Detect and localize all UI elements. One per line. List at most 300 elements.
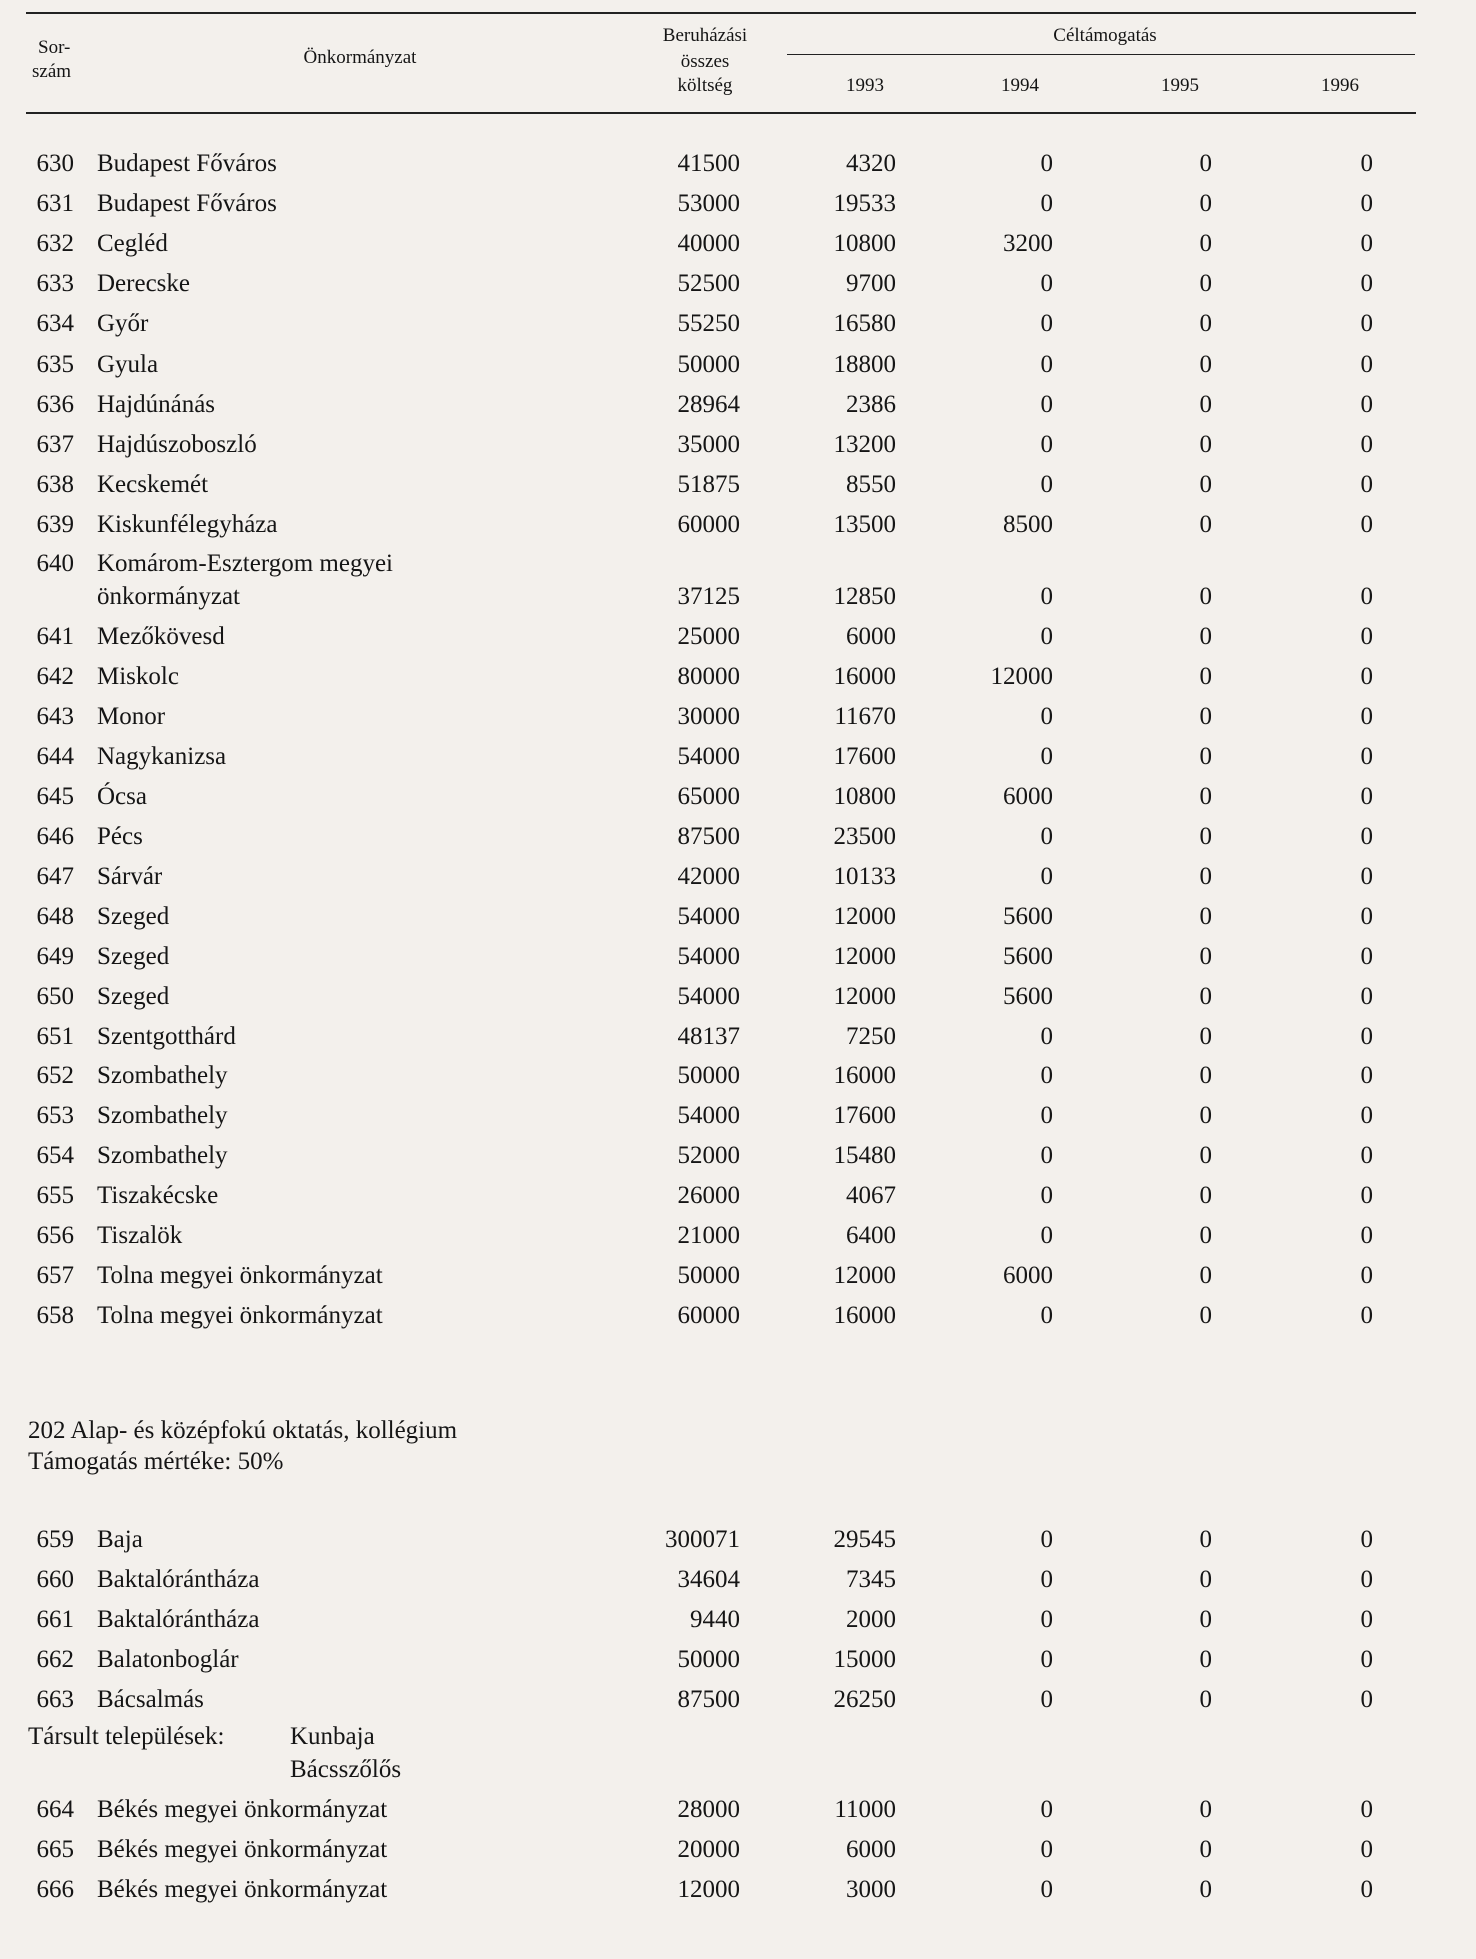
header-sorszam-line2: szám [32, 61, 72, 82]
row-1994: 12000 [990, 662, 1053, 690]
row-1993: 15480 [833, 1142, 896, 1170]
row-cost: 80000 [677, 662, 740, 690]
row-1996: 0 [1360, 942, 1373, 970]
row-name: Békés megyei önkormányzat [97, 1796, 388, 1823]
row-1996: 0 [1360, 510, 1373, 538]
row-1996: 0 [1360, 1686, 1373, 1713]
row-1993: 6000 [846, 623, 896, 650]
row-cost: 50000 [677, 350, 740, 378]
row-cost: 54000 [677, 942, 740, 970]
table-row [0, 1056, 1476, 1096]
row-1993: 12000 [833, 982, 896, 1010]
row-1996: 0 [1360, 1876, 1373, 1903]
row-cost: 55250 [677, 310, 740, 338]
row-1993: 12850 [833, 583, 896, 610]
row-name: Szeged [97, 942, 170, 970]
table-row [0, 345, 1476, 385]
row-name: Ócsa [97, 782, 147, 810]
row-1996: 0 [1360, 822, 1373, 850]
row-1996: 0 [1360, 1566, 1373, 1593]
row-number: 663 [36, 1686, 74, 1713]
row-cost: 50000 [677, 1262, 740, 1290]
header-year-1994: 1994 [1001, 75, 1039, 96]
table-row [0, 1640, 1476, 1680]
row-1995: 0 [1199, 862, 1212, 890]
row-1994: 0 [1040, 862, 1053, 890]
row-1994: 0 [1040, 1526, 1053, 1553]
row-1996: 0 [1360, 190, 1373, 218]
row-name: Gyula [97, 350, 159, 378]
row-1995: 0 [1199, 1566, 1212, 1593]
table-row [0, 977, 1476, 1017]
table-row [0, 1216, 1476, 1256]
row-1993: 18800 [833, 350, 896, 378]
table-row [0, 1520, 1476, 1560]
row-1994: 0 [1040, 1102, 1053, 1130]
row-cost: 51875 [677, 470, 740, 498]
row-1996: 0 [1360, 1142, 1373, 1170]
row-1995: 0 [1199, 310, 1212, 338]
row-number: 635 [36, 350, 74, 378]
row-name: Szombathely [97, 1062, 228, 1090]
row-cost: 54000 [677, 982, 740, 1010]
row-1994: 0 [1040, 1646, 1053, 1673]
table-row [0, 144, 1476, 184]
row-name: Békés megyei önkormányzat [97, 1876, 388, 1903]
row-cost: 87500 [677, 822, 740, 850]
table-row [0, 617, 1476, 657]
row-1995: 0 [1199, 662, 1212, 690]
row-1993: 15000 [833, 1646, 896, 1673]
row-number: 648 [36, 902, 74, 930]
table-row [0, 465, 1476, 505]
row-name: Hajdúnánás [97, 390, 216, 418]
row-1994: 0 [1040, 1062, 1053, 1090]
row-number: 666 [36, 1876, 74, 1903]
table-row [0, 264, 1476, 304]
header-onkormanyzat: Önkormányzat [303, 47, 417, 68]
row-1993: 16000 [833, 662, 896, 690]
row-1995: 0 [1199, 1526, 1212, 1553]
row-1993: 29545 [833, 1526, 896, 1553]
table-row [0, 304, 1476, 344]
row-name: Baktalórántháza [97, 1606, 260, 1633]
header-sorszam-line1: Sor- [38, 37, 71, 58]
table-row [0, 1017, 1476, 1057]
row-1996: 0 [1360, 1606, 1373, 1633]
row-number: 660 [36, 1566, 74, 1593]
row-1993: 19533 [833, 190, 896, 218]
row-name: Budapest Főváros [97, 150, 277, 177]
row-1995: 0 [1199, 1062, 1212, 1090]
table-row [0, 1176, 1476, 1216]
row-1993: 8550 [846, 470, 896, 498]
table-row [0, 657, 1476, 697]
row-1993: 9700 [846, 270, 896, 298]
row-1994: 0 [1040, 1222, 1053, 1250]
row-1996: 0 [1360, 1796, 1373, 1823]
row-1995: 0 [1199, 150, 1212, 177]
row-name: Sárvár [97, 862, 163, 890]
row-name-continued: önkormányzat [97, 583, 241, 610]
table-row [0, 897, 1476, 937]
row-1993: 6000 [846, 1836, 896, 1863]
row-1996: 0 [1360, 1526, 1373, 1553]
row-number: 641 [36, 623, 74, 650]
row-cost: 54000 [677, 902, 740, 930]
row-cost: 40000 [677, 230, 740, 258]
row-name: Budapest Főváros [97, 190, 277, 218]
row-1996: 0 [1360, 350, 1373, 378]
row-1993: 16000 [833, 1062, 896, 1090]
row-cost: 54000 [677, 1102, 740, 1130]
table-row [0, 937, 1476, 977]
row-number: 658 [36, 1302, 74, 1330]
row-1996: 0 [1360, 662, 1373, 690]
table-row [0, 1096, 1476, 1136]
row-1993: 2000 [846, 1606, 896, 1633]
table-row [0, 1560, 1476, 1600]
row-name: Szeged [97, 902, 170, 930]
row-1993: 10800 [833, 230, 896, 258]
row-1996: 0 [1360, 310, 1373, 338]
row-1995: 0 [1199, 1102, 1212, 1130]
row-1994: 0 [1040, 1796, 1053, 1823]
row-1996: 0 [1360, 270, 1373, 298]
row-1993: 13200 [833, 430, 896, 458]
row-1994: 6000 [1003, 1262, 1053, 1290]
row-number: 649 [36, 942, 74, 970]
row-1994: 0 [1040, 1302, 1053, 1330]
row-name: Tiszakécske [97, 1182, 219, 1210]
row-name: Monor [97, 702, 166, 730]
row-cost: 52000 [677, 1142, 740, 1170]
row-name: Győr [97, 310, 149, 338]
row-cost: 300071 [665, 1526, 740, 1553]
row-1995: 0 [1199, 782, 1212, 810]
row-1994: 0 [1040, 150, 1053, 177]
top-rule [26, 12, 1416, 14]
row-1993: 12000 [833, 902, 896, 930]
row-number: 636 [36, 390, 74, 418]
row-1994: 8500 [1003, 510, 1053, 538]
row-1996: 0 [1360, 390, 1373, 418]
row-cost: 50000 [677, 1062, 740, 1090]
row-1996: 0 [1360, 623, 1373, 650]
table-row [0, 1600, 1476, 1640]
row-cost: 60000 [677, 1302, 740, 1330]
header-bottom-rule [26, 112, 1416, 114]
row-1994: 0 [1040, 822, 1053, 850]
row-cost: 9440 [690, 1606, 740, 1633]
row-1994: 0 [1040, 702, 1053, 730]
table-row [0, 505, 1476, 545]
table-row [0, 1790, 1476, 1830]
table-row [0, 1680, 1476, 1720]
row-1993: 3000 [846, 1876, 896, 1903]
row-name: Tiszalök [97, 1222, 183, 1250]
row-1994: 3200 [1003, 230, 1053, 258]
row-name: Baktalórántháza [97, 1566, 260, 1593]
row-1993: 12000 [833, 1262, 896, 1290]
row-1994: 0 [1040, 1876, 1053, 1903]
row-1995: 0 [1199, 430, 1212, 458]
row-name: Baja [97, 1526, 143, 1553]
row-number: 664 [36, 1796, 74, 1823]
row-number: 642 [36, 662, 74, 690]
row-number: 645 [36, 782, 74, 810]
row-name: Derecske [97, 270, 190, 298]
row-1996: 0 [1360, 1102, 1373, 1130]
table-row [0, 777, 1476, 817]
table-row [0, 385, 1476, 425]
row-1996: 0 [1360, 470, 1373, 498]
row-cost: 20000 [677, 1836, 740, 1863]
row-name: Szeged [97, 982, 170, 1010]
row-1996: 0 [1360, 902, 1373, 930]
row-name: Tolna megyei önkormányzat [97, 1262, 383, 1290]
header-celtamogatas: Céltámogatás [1053, 25, 1157, 46]
row-number: 631 [36, 190, 74, 218]
row-number: 646 [36, 822, 74, 850]
row-name: Kiskunfélegyháza [97, 510, 278, 538]
header-beruhazasi-line2: összes [680, 51, 730, 72]
row-number: 630 [36, 150, 74, 177]
row-1994: 0 [1040, 390, 1053, 418]
row-1995: 0 [1199, 1222, 1212, 1250]
row-1995: 0 [1199, 1686, 1212, 1713]
row-number: 634 [36, 310, 74, 338]
row-number: 665 [36, 1836, 74, 1863]
row-1994: 5600 [1003, 982, 1053, 1010]
row-1996: 0 [1360, 1836, 1373, 1863]
row-1995: 0 [1199, 1646, 1212, 1673]
row-name: Mezőkövesd [97, 623, 225, 650]
row-1996: 0 [1360, 583, 1373, 610]
table-row [0, 697, 1476, 737]
row-1993: 26250 [833, 1686, 896, 1713]
table-row [0, 817, 1476, 857]
row-1993: 4067 [846, 1182, 896, 1210]
row-1996: 0 [1360, 1182, 1373, 1210]
row-1994: 0 [1040, 742, 1053, 770]
header-year-1996: 1996 [1321, 75, 1359, 96]
row-name: Nagykanizsa [97, 742, 227, 770]
row-number: 656 [36, 1222, 74, 1250]
row-number: 651 [36, 1022, 74, 1050]
associated-place: Kunbaja [290, 1723, 375, 1750]
section-support-rate: Támogatás mértéke: 50% [28, 1448, 284, 1475]
row-name: Szentgotthárd [97, 1022, 236, 1050]
row-1993: 2386 [846, 390, 896, 418]
table-row [0, 1870, 1476, 1910]
row-1995: 0 [1199, 623, 1212, 650]
row-number: 637 [36, 430, 74, 458]
row-cost: 25000 [677, 623, 740, 650]
row-1994: 0 [1040, 350, 1053, 378]
row-name: Cegléd [97, 230, 168, 258]
row-1994: 6000 [1003, 782, 1053, 810]
table-row [0, 224, 1476, 264]
row-1995: 0 [1199, 1606, 1212, 1633]
row-1994: 0 [1040, 470, 1053, 498]
section-title: 202 Alap- és középfokú oktatás, kollégium [28, 1417, 458, 1444]
table-row [0, 1256, 1476, 1296]
row-number: 655 [36, 1182, 74, 1210]
row-name: Kecskemét [97, 470, 209, 498]
row-1994: 0 [1040, 1836, 1053, 1863]
row-1993: 11670 [834, 702, 896, 730]
row-name: Szombathely [97, 1142, 228, 1170]
table-row-continuation [0, 577, 1476, 617]
row-1996: 0 [1360, 1022, 1373, 1050]
row-cost: 35000 [677, 430, 740, 458]
row-number: 659 [36, 1526, 74, 1553]
row-1995: 0 [1199, 1876, 1212, 1903]
row-1994: 0 [1040, 623, 1053, 650]
row-cost: 54000 [677, 742, 740, 770]
row-cost: 37125 [677, 583, 740, 610]
row-1993: 16000 [833, 1302, 896, 1330]
header-year-1993: 1993 [846, 75, 884, 96]
table-row [0, 857, 1476, 897]
row-1995: 0 [1199, 1022, 1212, 1050]
row-number: 650 [36, 982, 74, 1010]
row-cost: 34604 [677, 1566, 740, 1593]
row-number: 654 [36, 1142, 74, 1170]
row-1993: 7250 [846, 1022, 896, 1050]
row-number: 661 [36, 1606, 74, 1633]
row-cost: 65000 [677, 782, 740, 810]
row-name: Miskolc [97, 662, 179, 690]
celtamogatas-rule [787, 54, 1415, 55]
row-cost: 48137 [677, 1022, 740, 1050]
row-number: 662 [36, 1646, 74, 1673]
row-number: 633 [36, 270, 74, 298]
row-cost: 21000 [677, 1222, 740, 1250]
row-1993: 7345 [846, 1566, 896, 1593]
row-1995: 0 [1199, 1142, 1212, 1170]
row-cost: 26000 [677, 1182, 740, 1210]
row-1996: 0 [1360, 1646, 1373, 1673]
row-cost: 30000 [677, 702, 740, 730]
row-1994: 0 [1040, 583, 1053, 610]
row-name: Bácsalmás [97, 1686, 204, 1713]
header-year-1995: 1995 [1161, 75, 1199, 96]
row-1994: 0 [1040, 430, 1053, 458]
row-1995: 0 [1199, 942, 1212, 970]
row-1996: 0 [1360, 230, 1373, 258]
row-cost: 28964 [677, 390, 740, 418]
row-1993: 12000 [833, 942, 896, 970]
row-1995: 0 [1199, 822, 1212, 850]
table-row [0, 1830, 1476, 1870]
row-1995: 0 [1199, 982, 1212, 1010]
row-name: Pécs [97, 822, 143, 850]
row-1994: 0 [1040, 1022, 1053, 1050]
row-1994: 5600 [1003, 902, 1053, 930]
associated-place: Bácsszőlős [290, 1756, 402, 1783]
row-1993: 23500 [833, 822, 896, 850]
row-1993: 17600 [833, 1102, 896, 1130]
row-1996: 0 [1360, 742, 1373, 770]
row-1993: 4320 [846, 150, 896, 177]
row-1996: 0 [1360, 1062, 1373, 1090]
table-row [0, 425, 1476, 465]
row-number: 639 [36, 510, 74, 538]
row-1993: 13500 [833, 510, 896, 538]
row-1995: 0 [1199, 470, 1212, 498]
row-1994: 0 [1040, 1142, 1053, 1170]
row-number: 644 [36, 742, 74, 770]
table-row [0, 737, 1476, 777]
row-cost: 28000 [677, 1796, 740, 1823]
row-1995: 0 [1199, 1796, 1212, 1823]
row-number: 640 [36, 550, 74, 577]
row-1993: 10133 [833, 862, 896, 890]
row-1994: 0 [1040, 1606, 1053, 1633]
row-number: 653 [36, 1102, 74, 1130]
row-1994: 0 [1040, 310, 1053, 338]
row-1996: 0 [1360, 1262, 1373, 1290]
row-cost: 87500 [677, 1686, 740, 1713]
row-1996: 0 [1360, 150, 1373, 177]
row-cost: 52500 [677, 270, 740, 298]
table-row [0, 1296, 1476, 1336]
row-1996: 0 [1360, 862, 1373, 890]
row-name: Balatonboglár [97, 1646, 239, 1673]
row-1995: 0 [1199, 1302, 1212, 1330]
row-1996: 0 [1360, 782, 1373, 810]
row-1993: 11000 [834, 1796, 896, 1823]
row-1995: 0 [1199, 1182, 1212, 1210]
row-cost: 60000 [677, 510, 740, 538]
row-1996: 0 [1360, 982, 1373, 1010]
row-number: 657 [36, 1262, 74, 1290]
row-1993: 16580 [833, 310, 896, 338]
row-number: 652 [36, 1062, 74, 1090]
row-name: Tolna megyei önkormányzat [97, 1302, 383, 1330]
row-cost: 12000 [677, 1876, 740, 1903]
header-beruhazasi-line3: költség [677, 75, 733, 96]
row-1995: 0 [1199, 1836, 1212, 1863]
row-1993: 10800 [833, 782, 896, 810]
associated-settlements-continued [0, 1750, 1476, 1790]
row-number: 638 [36, 470, 74, 498]
row-1996: 0 [1360, 1302, 1373, 1330]
row-1995: 0 [1199, 583, 1212, 610]
row-number: 632 [36, 230, 74, 258]
associated-label: Társult települések: [28, 1723, 225, 1750]
row-1994: 0 [1040, 190, 1053, 218]
row-cost: 50000 [677, 1646, 740, 1673]
row-1995: 0 [1199, 702, 1212, 730]
row-1994: 0 [1040, 1686, 1053, 1713]
row-1995: 0 [1199, 902, 1212, 930]
row-1994: 0 [1040, 1566, 1053, 1593]
row-name: Komárom-Esztergom megyei [97, 550, 393, 577]
row-1995: 0 [1199, 190, 1212, 218]
row-1995: 0 [1199, 270, 1212, 298]
row-1993: 17600 [833, 742, 896, 770]
table-row [0, 1136, 1476, 1176]
row-1995: 0 [1199, 510, 1212, 538]
row-name: Békés megyei önkormányzat [97, 1836, 388, 1863]
row-1995: 0 [1199, 742, 1212, 770]
row-1995: 0 [1199, 230, 1212, 258]
row-1993: 6400 [846, 1222, 896, 1250]
row-1996: 0 [1360, 1222, 1373, 1250]
